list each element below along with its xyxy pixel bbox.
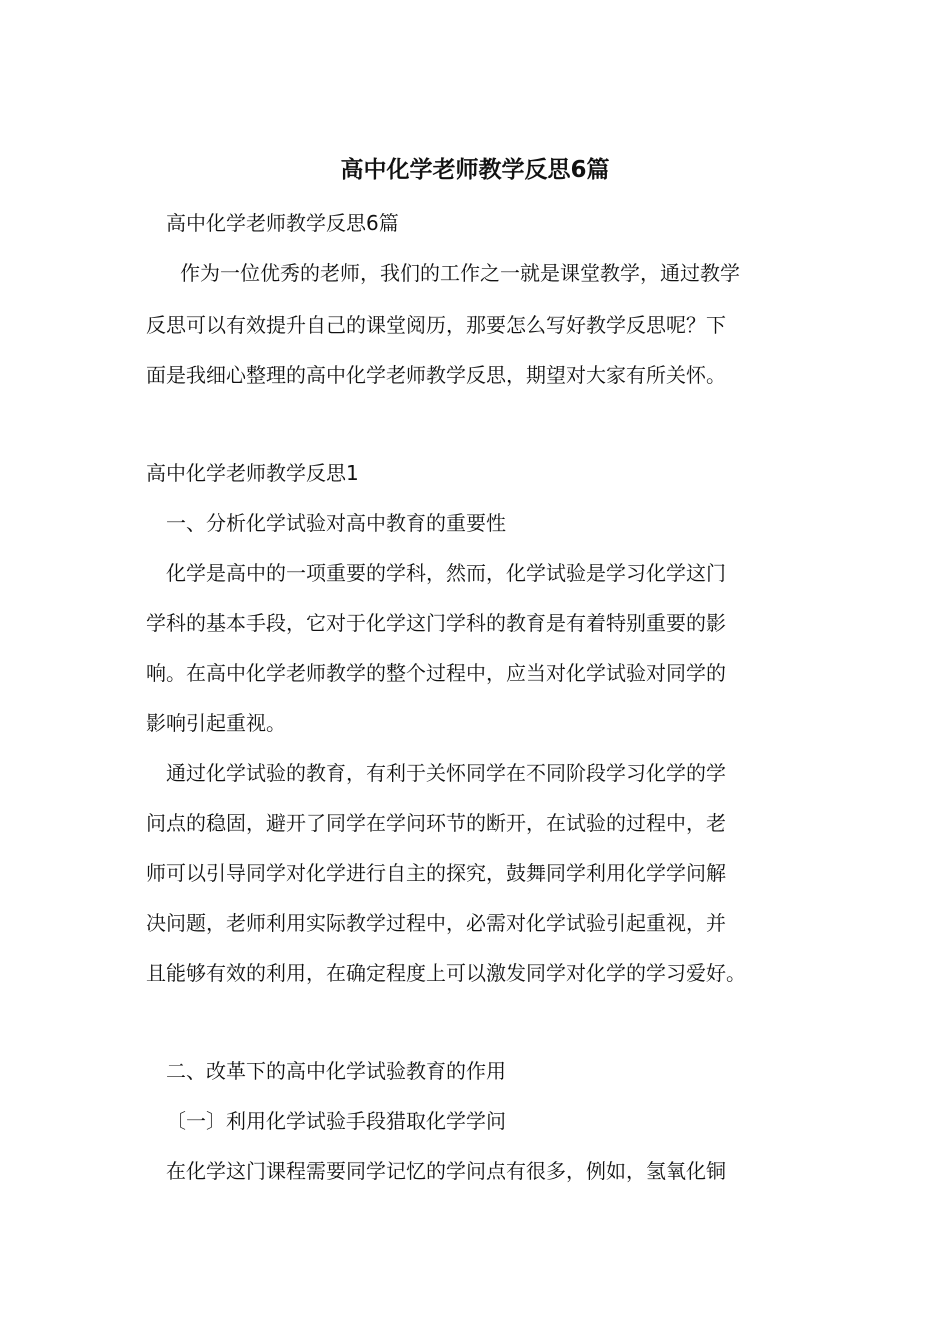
paragraph-2-line-3: 师可以引导同学对化学进行自主的探究，鼓舞同学利用化学学问解	[146, 861, 726, 885]
section-heading-1: 高中化学老师教学反思1	[146, 461, 359, 485]
subtitle-line: 高中化学老师教学反思6篇	[166, 211, 399, 235]
intro-line-2: 反思可以有效提升自己的课堂阅历，那要怎么写好教学反思呢？下	[146, 313, 726, 337]
paragraph-1-line-2: 学科的基本手段，它对于化学这门学科的教育是有着特别重要的影	[146, 611, 726, 635]
paragraph-2-line-1: 通过化学试验的教育，有利于关怀同学在不同阶段学习化学的学	[166, 761, 726, 785]
subsection-heading-1: 一、分析化学试验对高中教育的重要性	[166, 511, 506, 535]
document-title: 高中化学老师教学反思6篇	[340, 157, 610, 183]
paragraph-2-line-2: 问点的稳固，避开了同学在学问环节的断开，在试验的过程中，老	[146, 811, 726, 835]
paragraph-2-line-5: 且能够有效的利用，在确定程度上可以激发同学对化学的学习爱好。	[146, 961, 746, 985]
subsection-heading-2: 二、改革下的高中化学试验教育的作用	[166, 1059, 506, 1083]
intro-line-3: 面是我细心整理的高中化学老师教学反思，期望对大家有所关怀。	[146, 363, 726, 387]
paragraph-2-line-4: 决问题，老师利用实际教学过程中，必需对化学试验引起重视，并	[146, 911, 726, 935]
paragraph-3-line-1: 在化学这门课程需要同学记忆的学问点有很多，例如，氢氧化铜	[166, 1159, 726, 1183]
intro-line-1: 作为一位优秀的老师，我们的工作之一就是课堂教学，通过教学	[180, 261, 740, 285]
paragraph-1-line-4: 影响引起重视。	[146, 711, 286, 735]
subsection-heading-2-1: 〔一〕利用化学试验手段猎取化学学问	[166, 1109, 506, 1133]
paragraph-1-line-1: 化学是高中的一项重要的学科，然而，化学试验是学习化学这门	[166, 561, 726, 585]
paragraph-1-line-3: 响。在高中化学老师教学的整个过程中，应当对化学试验对同学的	[146, 661, 726, 685]
